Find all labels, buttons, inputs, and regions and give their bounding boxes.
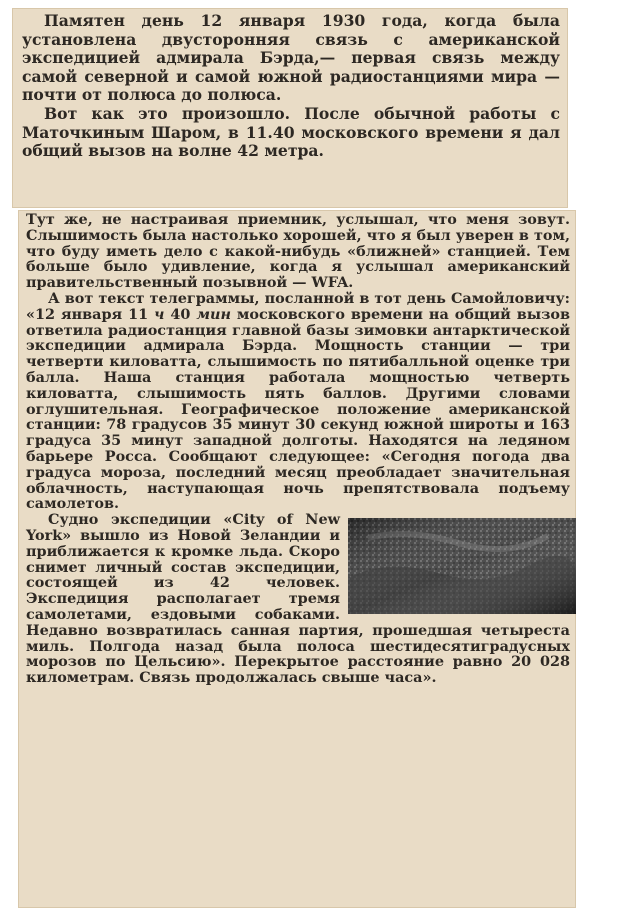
- article-clipping-top: [12, 8, 568, 208]
- paragraph-telegram: [26, 291, 570, 512]
- paragraph-ship: Судно экспедиции «City of New York» вышло из Новой Зеландии и приближается к кромке льда. Скоро снимет личный состав экспедиции, состоящей из 42 человек. Экспедиция располагает тремя самолетами, ездовыми собаками. Недавно возвратилась санная партия, прошедшая четыреста миль. Полгода назад была полоса шестидесятиградусных морозов по Цельсию». Перекрытое расстояние равно 20 028 километрам. Связь продолжалась свыше часа».: [26, 511, 570, 687]
- paragraph-intro: Памятен день 12 января 1930 года, когда была установлена двусторонняя связь с американской экспедицией адмирала Бэрда,— первая связь между самой северной и самой южной радиостанциями мира — почти от полюса до полюса.: [22, 11, 560, 105]
- hours-abbrev: ч: [154, 305, 165, 323]
- telegram-text-rest: московского времени на общий вызов ответила радиостанция главной базы зимовки антарктической экспедиции адмирала Бэрда. Мощность станции — три четверти киловатта, слышимость по пятибалльной оценке три балла. Наша станция работала мощностью четверть киловатта, слышимость пять баллов. Другими словами оглушительная. Географическое положение американской станции: 78 градусов 35 минут 30 секунд южной широты и 163 градуса 35 минут западной долготы. Находятся на ледяном барьере Росса. Сообщают следующее: «Сегодня погода два градуса мороза, последний месяц преобладает значительная облачность, наступающая ночь препятствовала подъему самолетов.: [26, 305, 570, 513]
- minutes-abbrev: мин: [196, 305, 231, 323]
- photo-image: [348, 518, 576, 614]
- telegram-minutes: 40: [170, 305, 191, 323]
- newspaper-photo: [348, 518, 576, 614]
- paragraph-reception: Тут же, не настраивая приемник, услышал, что меня зовут. Слышимость была настолько хорошей, что я был уверен в том, что буду иметь дело с какой-нибудь «ближней» станцией. Тем больше было удивление, когда я услышал американский правительственный позывной — WFA.: [26, 211, 570, 292]
- article-clipping-bottom: [18, 210, 576, 908]
- telegram-text-start: А вот текст телеграммы, посланной в тот день Самойловичу: «12 января 11: [26, 289, 570, 323]
- paragraph-how-it-happened: Вот как это произошло. После обычной работы с Маточкиным Шаром, в 11.40 московского времени я дал общий вызов на волне 42 метра.: [22, 103, 560, 161]
